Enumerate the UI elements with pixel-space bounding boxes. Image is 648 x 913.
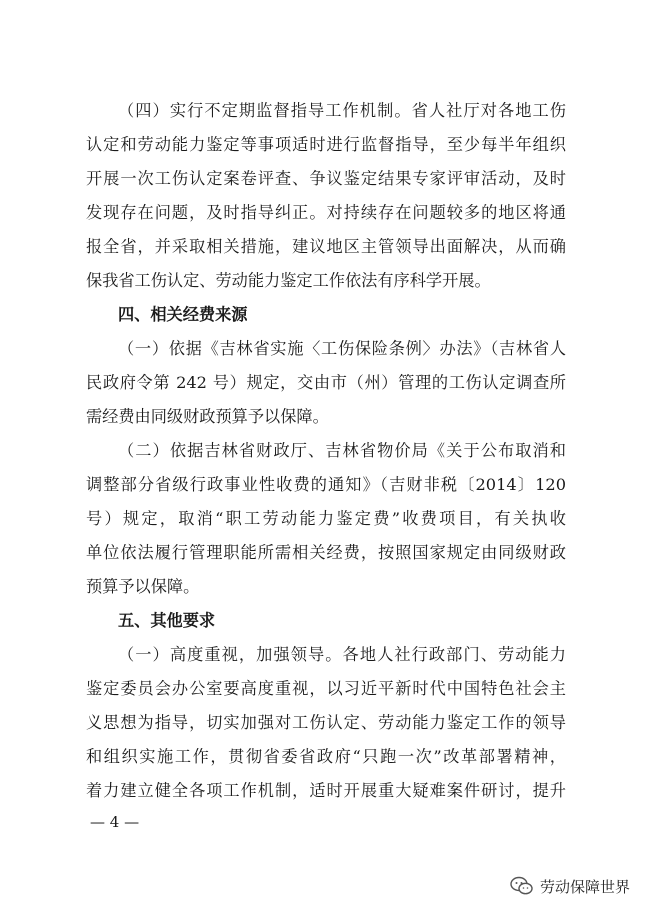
paragraph-line: 着力建立健全各项工作机制，适时开展重大疑难案件研讨，提升 — [86, 781, 566, 800]
paragraph-line: （一）依据《吉林省实施〈工伤保险条例〉办法》（吉林省人 — [118, 339, 566, 358]
paragraph-line: 需经费由同级财政预算予以保障。 — [86, 407, 329, 426]
paragraph-line: 义思想为指导，切实加强对工伤认定、劳动能力鉴定工作的领导 — [86, 713, 566, 732]
paragraph-line: 报全省，并采取相关措施，建议地区主管领导出面解决，从而确 — [86, 237, 566, 256]
paragraph-line: 单位依法履行管理职能所需相关经费，按照国家规定由同级财政 — [86, 543, 566, 562]
paragraph-line: 发现存在问题，及时指导纠正。对持续存在问题较多的地区将通 — [86, 203, 566, 222]
paragraph-line: 和组织实施工作，贯彻省委省政府“只跑一次”改革部署精神， — [86, 747, 566, 766]
paragraph-line: 鉴定委员会办公室要高度重视，以习近平新时代中国特色社会主 — [86, 679, 566, 698]
paragraph-line: 调整部分省级行政事业性收费的通知》（吉财非税〔2014〕120 — [86, 475, 566, 494]
watermark — [510, 874, 630, 898]
paragraph-line: 认定和劳动能力鉴定等事项适时进行监督指导，至少每半年组织 — [86, 135, 566, 154]
paragraph-line: 号）规定，取消“职工劳动能力鉴定费”收费项目，有关执收 — [86, 509, 566, 528]
section-heading: 四、相关经费来源 — [118, 305, 248, 324]
paragraph-line: 民政府令第 242 号）规定，交由市（州）管理的工伤认定调查所 — [86, 373, 566, 392]
paragraph-line: 保我省工伤认定、劳动能力鉴定工作依法有序科学开展。 — [86, 271, 491, 290]
paragraph-line: （四）实行不定期监督指导工作机制。省人社厅对各地工伤 — [118, 101, 566, 120]
wechat-icon — [510, 876, 534, 896]
page-number: — 4 — — [90, 813, 140, 831]
paragraph-line: 开展一次工伤认定案卷评查、争议鉴定结果专家评审活动，及时 — [86, 169, 566, 188]
section-heading: 五、其他要求 — [118, 611, 216, 630]
paragraph-line: （一）高度重视，加强领导。各地人社行政部门、劳动能力 — [118, 645, 566, 664]
paragraph-line: 预算予以保障。 — [86, 577, 200, 596]
watermark-label: 劳动保障世界 — [539, 877, 630, 896]
paragraph-line: （二）依据吉林省财政厅、吉林省物价局《关于公布取消和 — [118, 441, 566, 460]
